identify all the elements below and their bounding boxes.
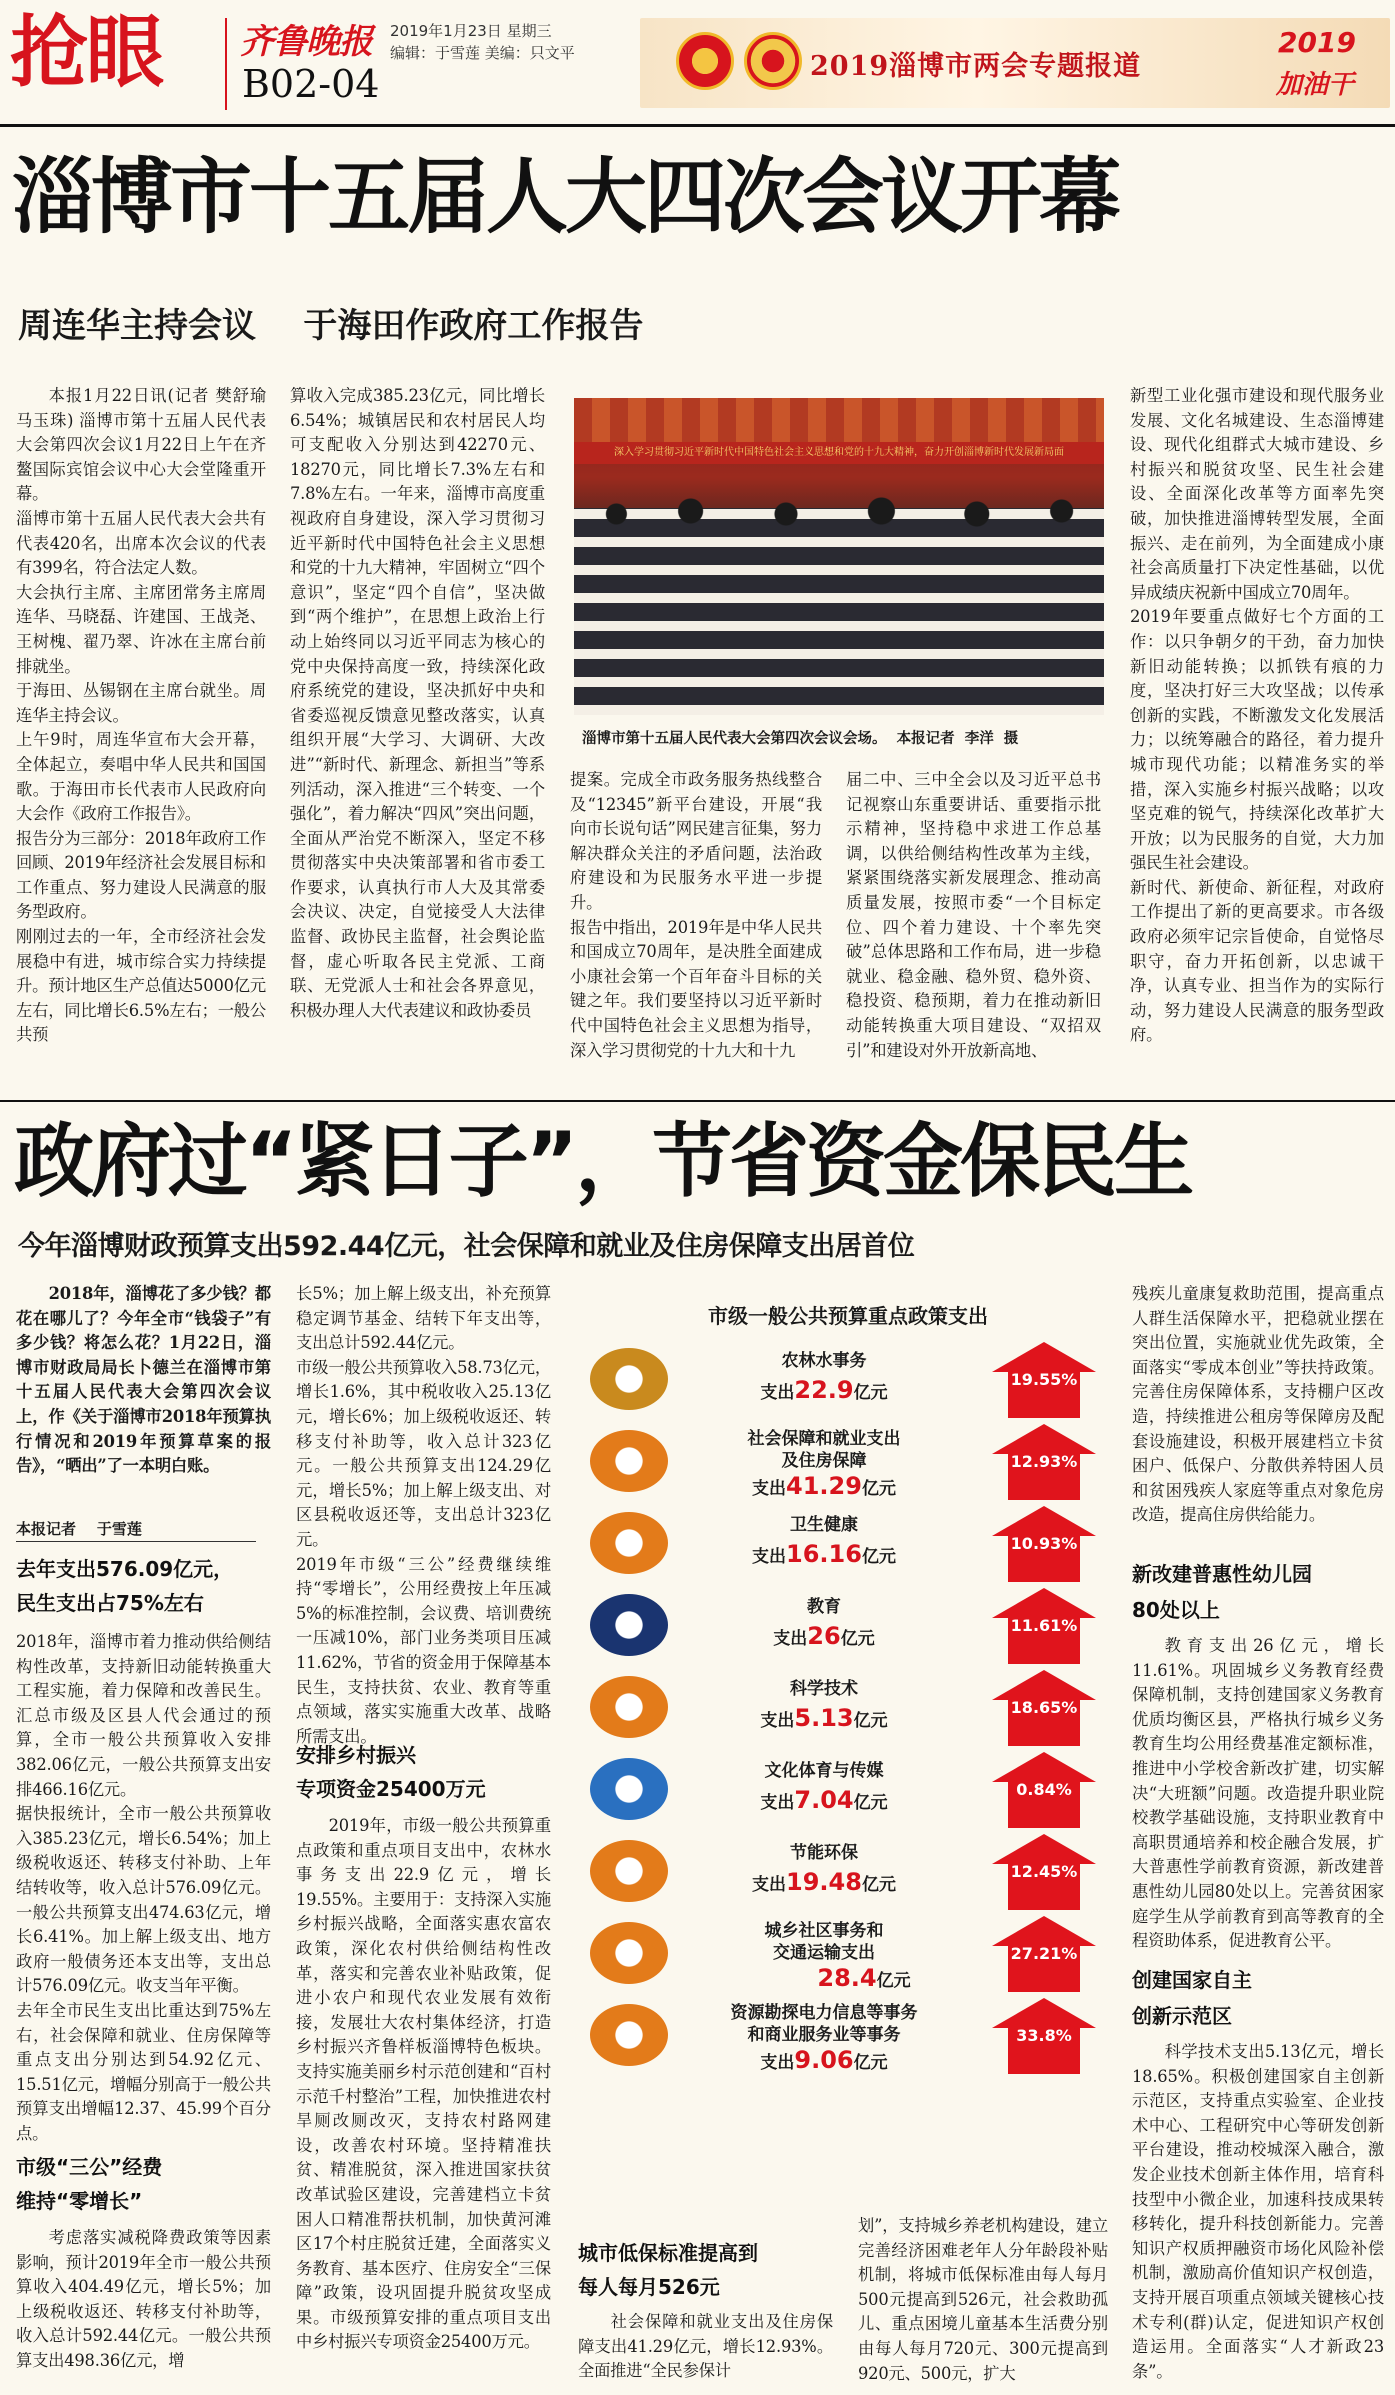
arrow-head xyxy=(992,1752,1096,1782)
chart-value-label: 5.13 xyxy=(794,1704,854,1732)
section-head-rural-1: 安排乡村振兴 xyxy=(296,1743,416,1767)
chart-growth-arrow xyxy=(992,1506,1096,1584)
chart-value-label: 41.29 xyxy=(786,1472,862,1500)
section-head-rural xyxy=(296,1738,486,1806)
chart-value-label: 26 xyxy=(807,1622,841,1650)
arrow-head xyxy=(992,1670,1096,1700)
budget-col5 xyxy=(1132,1282,1384,1550)
section-head-innovation-1: 创建国家自主 xyxy=(1132,1968,1252,1992)
chart-amount-prefix: 支出 xyxy=(752,1547,787,1567)
budget-col1 xyxy=(16,1630,271,2143)
issue-date: 2019年1月23日 星期三 xyxy=(390,22,552,40)
chart-growth-arrow xyxy=(992,1916,1096,1994)
section-title: 抢眼 xyxy=(10,8,163,98)
chart-growth-arrow xyxy=(992,1834,1096,1912)
chart-amount-unit: 亿元 xyxy=(853,1711,888,1731)
section-head-kindergarten-2: 80处以上 xyxy=(1132,1598,1220,1622)
photo-audience xyxy=(574,508,1104,715)
chart-growth-label: 11.61% xyxy=(1010,1616,1078,1635)
house-hand-icon xyxy=(590,1922,668,1984)
section-head-spending xyxy=(16,1552,233,1620)
article1-col2 xyxy=(290,384,545,1084)
chart-amount-unit: 亿元 xyxy=(861,1547,896,1567)
article1-col1-text: 本报1月22日讯(记者 樊舒瑜 马玉珠) 淄博市第十五届人民代表大会第四次会议1月22日上午在齐鳌国际宾馆会议中心大会堂隆重开幕。 淄博市第十五届人民代表大会共有代表420名，出席本次会议的代表有399名，符合法定人数。 大会执行主席、主席团常务主席周连华、马晓磊、许建国、王战尧、王树槐、翟乃翠、许冰在主席台前排就坐。 于海田、丛锡钢在主席台就坐。周连华主持会议。 上午9时，周连华宣布大会开幕，全体起立，奏唱中华人民共和国国歌。于海田市长代表市人民政府向大会作《政府工作报告》。 报告分为三部分：2018年政府工作回顾、2019年经济社会发展目标和工作重点、努力建设人民满意的服务型政府。 刚刚过去的一年，全市经济社会发展稳中有进，城市综合实力持续提升。预计地区生产总值达5000亿元左右，同比增长6.5%左右；一般公共预 xyxy=(16,386,266,1045)
recycle-icon xyxy=(590,1840,668,1902)
budget-col3-text: 社会保障和就业支出及住房保障支出41.29亿元，增长12.93%。全面推进“全民参保计 xyxy=(578,2312,833,2381)
chart-amount-unit: 亿元 xyxy=(861,1479,896,1499)
chart-amount-unit: 亿元 xyxy=(853,1793,888,1813)
budget-col2 xyxy=(296,1282,551,1746)
section-head-spending-2: 民生支出占75%左右 xyxy=(16,1591,204,1615)
chart-amount xyxy=(674,1704,974,1732)
section-head-three-public-1: 市级“三公”经费 xyxy=(16,2155,163,2179)
arrow-head xyxy=(992,1506,1096,1536)
chart-row xyxy=(578,1504,1118,1586)
chart-amount xyxy=(674,1376,974,1404)
chart-row xyxy=(578,1832,1118,1914)
heart-icon xyxy=(590,1512,668,1574)
budget-col2b-text: 2019年，市级一般公共预算重点政策和重点项目支出中，农林水事务支出22.9亿元，增长19.55%。主要用于：支持深入实施乡村振兴战略，全面落实惠农富农政策，深化农村供给侧结构性改革，落实和完善农业补贴政策，促进小农户和现代农业发展有效衔接，发展壮大农村集体经济，打造乡村振兴齐鲁样板淄博特色板块。支持实施美丽乡村示范创建和“百村示范千村整治”工程，加快推进农村旱厕改厕改灭，支持农村路网建设，改善农村环境。坚持精准扶贫、精准脱贫，深入推进国家扶贫改革试验区建设，完善建档立卡贫困人口精准帮扶机制，加快黄河滩区17个村庄脱贫迁建，全面落实义务教育、基本医疗、住房安全“三保障”政策，设巩固提升脱贫攻坚成果。市级预算安排的重点项目支出中乡村振兴专项资金25400万元。 xyxy=(296,1816,551,2352)
chart-growth-label: 33.8% xyxy=(1016,2026,1072,2045)
arrow-head xyxy=(992,1588,1096,1618)
chart-growth-label: 19.55% xyxy=(1010,1370,1078,1389)
chart-amount-prefix: 支出 xyxy=(752,1875,787,1895)
header-rule xyxy=(0,124,1395,127)
page-number: B02-04 xyxy=(242,62,380,106)
chart-growth-label: 12.93% xyxy=(1010,1452,1078,1471)
chart-amount-prefix: 支出 xyxy=(760,1793,795,1813)
budget-col1b-text: 考虑落实减税降费政策等因素影响，预计2019年全市一般公共预算收入404.49亿元，增长5%；加上级税收返还、转移支付补助等，收入总计592.44亿元。一般公共预算支出498.36亿元，增 xyxy=(16,2228,271,2370)
budget-lead-text: 2018年，淄博花了多少钱？都花在哪儿了？今年全市“钱袋子”有多少钱？将怎么花？1月22日，淄博市财政局局长卜德兰在淄博市第十五届人民代表大会第四次会议上，作《关于淄博市2018年预算执行情况和2019年预算草案的报告》，“晒出”了一本明白账。 xyxy=(16,1284,271,1476)
budget-col1-text: 2018年，淄博市着力推动供给侧结构性改革，支持新旧动能转换重大工程实施，着力保障和改善民生。汇总市级及区县人代会通过的预算，全市一般公共预算收入安排382.06亿元，一般公共预算支出安排466.16亿元。 据快报统计，全市一般公共预算收入385.23亿元，增长6.54%；加上级税收返还、转移支付补助、上年结转收等，收入总计576.09亿元。一般公共预算支出474.63亿元，增长6.41%。加上解上级支出、地方政府一般债务还本支出等，支出总计576.09亿元。收支当年平衡。 去年全市民生支出比重达到75%左右，社会保障和就业、住房保障等重点支出分别达到54.92亿元、15.51亿元，增幅分别高于一般公共预算支出增幅12.37、45.99个百分点。 xyxy=(16,1632,271,2143)
arrow-head xyxy=(992,1834,1096,1864)
chart-amount-prefix: 支出 xyxy=(760,2053,795,2073)
budget-chart xyxy=(578,1290,1118,2074)
article1-col4 xyxy=(846,768,1101,1088)
chart-category-label: 卫生健康 xyxy=(790,1515,858,1535)
chart-row xyxy=(578,1340,1118,1422)
article1-col2-text: 算收入完成385.23亿元，同比增长6.54%；城镇居民和农村居民人均可支配收入分别达到42270元、18270元，同比增长7.3%左右和7.8%左右。一年来，淄博市高度重视政府自身建设，深入学习贯彻习近平新时代中国特色社会主义思想和党的十九大精神，牢固树立“四个意识”，坚定“四个自信”，坚决做到“两个维护”，在思想上政治上行动上始终同以习近平同志为核心的党中央保持高度一致，持续深化政府系统党的建设，坚决抓好中央和省委巡视反馈意见整改落实，认真组织开展“大学习、大调研、大改进”“新时代、新理念、新担当”等系列活动，深入推进“三个转变、一个强化”，着力解决“四风”突出问题，全面从严治党不断深入，坚定不移贯彻落实中央决策部署和省市委工作要求，认真执行市人大及其常委会决议、决定，自觉接受人大法律监督、政协民主监督，社会舆论监督，虚心听取各民主党派、工商联、无党派人士和社会各界意见，积极办理人大代表建议和政协委员 xyxy=(290,386,545,1020)
graduation-cap-icon xyxy=(590,1594,668,1656)
chart-category-label: 资源勘探电力信息等事务 xyxy=(730,2003,918,2023)
chart-amount xyxy=(674,1868,974,1896)
bird-icon xyxy=(590,1758,668,1820)
chart-amount-unit: 亿元 xyxy=(840,1629,875,1649)
chart-row xyxy=(578,1914,1118,1996)
chart-growth-arrow xyxy=(992,1998,1096,2076)
chart-value-label: 22.9 xyxy=(794,1376,854,1404)
chart-growth-label: 12.45% xyxy=(1010,1862,1078,1881)
paper-name: 齐鲁晚报 xyxy=(240,22,372,62)
chart-growth-arrow xyxy=(992,1670,1096,1748)
section-head-kindergarten xyxy=(1132,1556,1312,1628)
masthead xyxy=(0,0,1395,125)
budget-byline: 本报记者 于雪莲 xyxy=(16,1518,256,1542)
chart-category-label: 农林水事务 xyxy=(781,1351,867,1371)
article1-col3-text: 提案。完成全市政务服务热线整合及“12345”新平台建设，开展“我向市长说句话”网民建言征集，努力解决群众关注的矛盾问题，法治政府建设和为民服务水平进一步提升。 报告中指出，2019年是中华人民共和国成立70周年，是决胜全面建成小康社会第一个百年奋斗目标的关键之年。我们要坚持以习近平新时代中国特色社会主义思想为指导，深入学习贯彻党的十九大和十九 xyxy=(570,770,822,1060)
budget-col2b xyxy=(296,1814,551,2392)
chart-growth-arrow xyxy=(992,1588,1096,1666)
article1-col5-text: 新型工业化强市建设和现代服务业发展、文化名城建设、生态淄博建设、现代化组群式大城市建设、乡村振兴和脱贫攻坚、民生社会建设、全面深化改革等方面率先突破，加快推进淄博转型发展，全面振兴、走在前列，为全面建成小康社会高质量打下决定性基础，以优异成绩庆祝新中国成立70周年。 2019年要重点做好七个方面的工作：以只争朝夕的干劲，奋力加快新旧动能转换；以抓铁有痕的力度，坚决打好三大攻坚战；以传承创新的实践，不断激发文化发展活力；以统筹融合的路径，着力提升城市现代功能；以精准务实的举措，深入实施乡村振兴战略；以攻坚克难的锐气，持续深化改革扩大开放；以为民服务的自觉，大力加强民生社会建设。 新时代、新使命、新征程，对政府工作提出了新的更高要求。市各级政府必须牢记宗旨使命，自觉恪尽职守，奋力开拓创新，以忠诚干净，认真专业、担当作为的实际行动，努力建设人民满意的服务型政府。 xyxy=(1130,386,1384,1045)
chart-growth-label: 10.93% xyxy=(1010,1534,1078,1553)
masthead-divider xyxy=(225,18,227,110)
chart-category-label: 文化体育与传媒 xyxy=(764,1761,884,1781)
chart-category-label-line2: 及住房保障 xyxy=(781,1451,867,1471)
chart-title: 市级一般公共预算重点政策支出 xyxy=(708,1304,988,1328)
section-head-dibao-1: 城市低保标准提高到 xyxy=(578,2241,758,2265)
subheadline: 周连华主持会议 于海田作政府工作报告 xyxy=(18,306,644,346)
article1-col3 xyxy=(570,768,822,1088)
chart-amount-prefix: 支出 xyxy=(773,1629,808,1649)
banner-slogan: 加油干 xyxy=(1276,70,1355,100)
section-head-dibao-2: 每人每月526元 xyxy=(578,2275,720,2299)
budget-subheadline: 今年淄博财政预算支出592.44亿元，社会保障和就业及住房保障支出居首位 xyxy=(18,1231,915,1262)
article-divider xyxy=(0,1100,1395,1102)
chart-category-label: 教育 xyxy=(807,1597,841,1617)
chart-category-label: 节能环保 xyxy=(790,1843,858,1863)
chart-value-label: 16.16 xyxy=(786,1540,862,1568)
article1-col1 xyxy=(16,384,266,1084)
editors-line: 编辑：于雪莲 美编：只文平 xyxy=(390,44,575,62)
chart-value-label: 19.48 xyxy=(786,1868,862,1896)
budget-col5b xyxy=(1132,1634,1384,1954)
budget-col3 xyxy=(578,2310,833,2390)
section-head-innovation xyxy=(1132,1962,1252,2034)
chart-amount-prefix: 支出 xyxy=(760,1383,795,1403)
article1-col4-text: 届二中、三中全会以及习近平总书记视察山东重要讲话、重要指示批示精神，坚持稳中求进工作总基调，以供给侧结构性改革为主线，紧紧围绕落实新发展理念、推动高质量发展，按照市委“一个目标定位、四个着力建设、十个率先突破”总体思路和工作布局，进一步稳就业、稳金融、稳外贸、稳外资、稳投资、稳预期，着力在推动新旧动能转换重大项目建设、“双招双引”和建设对外开放新高地、 xyxy=(846,770,1101,1060)
budget-col4-text: 划”，支持城乡养老机构建设，建立完善经济困难老年人分年龄段补贴机制，将城市低保标准由每人每月500元提高到526元，社会救助孤儿、重点困境儿童基本生活费分别由每人每月720元、300元提高到920元、500元，扩大 xyxy=(858,2216,1108,2383)
section-head-innovation-2: 创新示范区 xyxy=(1132,2004,1232,2028)
chart-growth-label: 18.65% xyxy=(1010,1698,1078,1717)
chart-amount-unit: 亿元 xyxy=(853,1383,888,1403)
arrow-head xyxy=(992,1916,1096,1946)
photo-stage-banner: 深入学习贯彻习近平新时代中国特色社会主义思想和党的十九大精神，奋力开创淄博新时代发展新局面 xyxy=(574,442,1104,464)
chart-amount xyxy=(674,1472,974,1500)
chart-amount-prefix: 支出 xyxy=(752,1479,787,1499)
budget-col1b xyxy=(16,2226,271,2391)
headline-main: 淄博市十五届人大四次会议开幕 xyxy=(12,150,1119,245)
chart-value-label: 28.4 xyxy=(817,1964,877,1992)
chart-amount xyxy=(674,1786,974,1814)
section-head-three-public xyxy=(16,2150,162,2218)
section-head-dibao xyxy=(578,2236,758,2304)
budget-lead xyxy=(16,1282,271,1498)
chart-category-label: 科学技术 xyxy=(790,1679,858,1699)
budget-col5c-text: 科学技术支出5.13亿元，增长18.65%。积极创建国家自主创新示范区，支持重点实验室、企业技术中心、工程研究中心等研发创新平台建设，推动校城深入融合，激发企业技术创新主体作用，培育科技型中小微企业，加速科技成果转移转化，提升科技创新能力。完善知识产权质押融资市场化风险补偿机制，激励高价值知识产权创造，支持开展百项重点领域关键核心技术专利(群)认定，促进知识产权创造运用。全面落实“人才新政23条”。 xyxy=(1132,2042,1384,2381)
chart-category-label-line2: 和商业服务业等事务 xyxy=(747,2025,901,2045)
arrow-head xyxy=(992,1342,1096,1372)
chart-row xyxy=(578,1996,1118,2078)
chart-row xyxy=(578,1586,1118,1668)
budget-col5c xyxy=(1132,2040,1384,2390)
budget-col2-text: 长5%；加上解上级支出，补充预算稳定调节基金、结转下年支出等，支出总计592.44亿元。 市级一般公共预算收入58.73亿元，增长1.6%，其中税收收入25.13亿元，增长6%；加上级税收返还、转移支付补助等，收入总计323亿元。一般公共预算支出124.29亿元，增长5%；加上解上级支出、对区县税收返还等，支出总计323亿元。 2019年市级“三公”经费继续维持“零增长”，公用经费按上年压减5%的标准控制，会议费、培训费统一压减10%，部门业务类项目压减11.62%，节省的资金用于保障基本民生，支持扶贫、农业、教育等重点领域，落实实施重大改革、战略所需支出。 xyxy=(296,1284,551,1746)
chart-category-label: 城乡社区事务和 xyxy=(764,1921,884,1941)
chart-growth-label: 0.84% xyxy=(1016,1780,1072,1799)
special-report-banner xyxy=(640,18,1390,108)
photo-heads xyxy=(574,478,1104,538)
chart-row xyxy=(578,1750,1118,1832)
chart-value-label: 9.06 xyxy=(794,2046,854,2074)
chart-row xyxy=(578,1668,1118,1750)
national-emblem-icon xyxy=(676,32,734,90)
chart-category-label: 社会保障和就业支出 xyxy=(747,1429,901,1449)
chart-amount xyxy=(674,1622,974,1650)
arrow-head xyxy=(992,1424,1096,1454)
conference-photo xyxy=(574,398,1104,715)
chart-growth-arrow xyxy=(992,1424,1096,1502)
tree-icon xyxy=(590,1348,668,1410)
cppcc-emblem-icon xyxy=(744,32,802,90)
chart-rows xyxy=(578,1340,1118,2074)
arrow-head xyxy=(992,1998,1096,2028)
chart-category-label-line2: 交通运输支出 xyxy=(773,1943,875,1963)
budget-col5-text: 残疾儿童康复救助范围，提高重点人群生活保障水平，把稳就业摆在突出位置，实施就业优先政策，全面落实“零成本创业”等扶持政策。完善住房保障体系，支持棚户区改造，持续推进公租房等保障房及配套设施建设，积极开展建档立卡贫困户、低保户、分散供养特困人员和贫困残疾人家庭等重点对象危房改造，提高住房供给能力。 xyxy=(1132,1284,1384,1525)
banner-title: 2019淄博市两会专题报道 xyxy=(810,51,1142,82)
photo-caption: 淄博市第十五届人民代表大会第四次会议会场。 本报记者 李洋 摄 xyxy=(582,731,1019,747)
chart-growth-arrow xyxy=(992,1752,1096,1830)
section-head-kindergarten-1: 新改建普惠性幼儿园 xyxy=(1132,1562,1312,1586)
chart-amount-prefix: 支出 xyxy=(760,1711,795,1731)
chart-growth-arrow xyxy=(992,1342,1096,1420)
chart-row xyxy=(578,1422,1118,1504)
truck-icon xyxy=(590,2004,668,2066)
headline-budget: 政府过“紧日子”，节省资金保民生 xyxy=(14,1115,1192,1208)
family-icon xyxy=(590,1430,668,1492)
budget-col5b-text: 教育支出26亿元，增长11.61%。巩固城乡义务教育经费保障机制，支持创建国家义务教育优质均衡区县，严格执行城乡义务教育生均公用经费基准定额标准，推进中小学校舍新改扩建，切实解决“大班额”问题。改造提升职业院校教学基础设施，支持职业教育中高职贯通培养和校企融合发展，扩大普惠性学前教育资源，新改建普惠性幼儿园80处以上。完善贫困家庭学生从学前教育到高等教育的全程资助体系，促进教育公平。 xyxy=(1132,1636,1384,1951)
chart-amount xyxy=(674,2046,974,2074)
chart-amount-unit: 亿元 xyxy=(861,1875,896,1895)
chart-growth-label: 27.21% xyxy=(1010,1944,1078,1963)
atom-icon xyxy=(590,1676,668,1738)
section-head-spending-1: 去年支出576.09亿元， xyxy=(16,1557,234,1581)
article1-col5 xyxy=(1130,384,1384,1084)
photo-stage xyxy=(574,398,1104,442)
chart-amount-unit: 亿元 xyxy=(876,1971,911,1991)
budget-col4 xyxy=(858,2214,1108,2390)
chart-amount-unit: 亿元 xyxy=(853,2053,888,2073)
chart-amount xyxy=(674,1540,974,1568)
chart-value-label: 7.04 xyxy=(794,1786,854,1814)
banner-year: 2019 xyxy=(1278,26,1356,59)
section-head-three-public-2: 维持“零增长” xyxy=(16,2189,143,2213)
section-head-rural-2: 专项资金25400万元 xyxy=(296,1777,486,1801)
